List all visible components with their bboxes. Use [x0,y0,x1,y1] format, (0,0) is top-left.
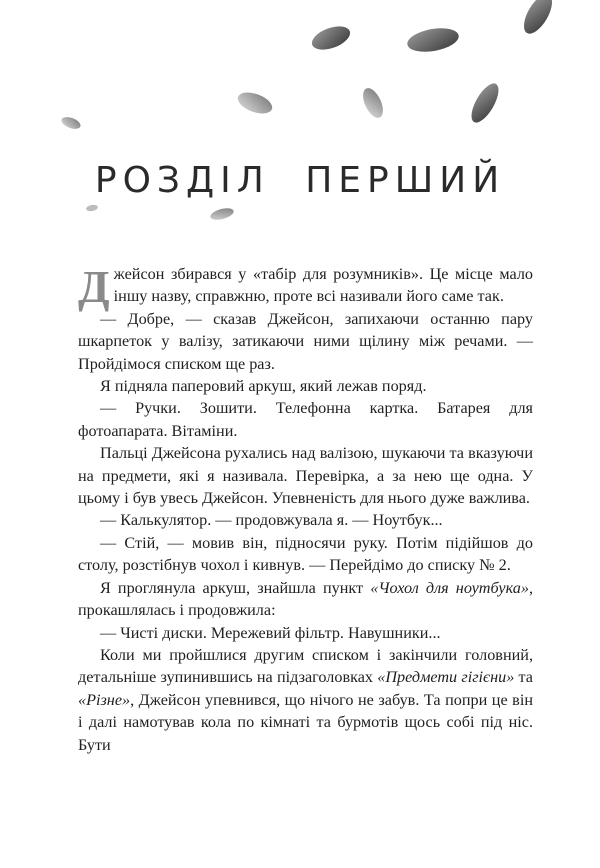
paragraph: — Чисті диски. Мережевий фільтр. Навушники... [100,623,441,642]
petal-icon [86,204,99,212]
paragraph: Я підняла паперовий аркуш, який лежав поряд. [100,377,427,396]
paragraph: — Добре, — сказав Джейсон, запихаючи останню пару шкарпеток у валізу, затикаючи ними щілину між речами. — Пройдімося списком ще раз. [78,309,533,373]
paragraph: Коли ми пройшлися другим списком і закінчили головний, детальніше зупинившись на підзаголовках «Предмети гігієни» та «Різне», Джейсон упевнився, що нічого не забув. Та попри це він і далі намотував кола по кімнаті та бурмотів щось собі під ніс. Бути [78,645,533,754]
paragraph: Пальці Джейсона рухались над валізою, шукаючи та вказуючи на предмети, які я називала. Перевірка, а за нею ще одна. У цьому і був увесь Джейсон. Упевненість для нього дуже важлива. [78,444,533,508]
petal-icon [518,0,557,38]
petal-icon [235,88,275,117]
paragraph: — Стій, — мовив він, підносячи руку. Потім підійшов до столу, розстібнув чохол і кивнув. — Перейдімо до списку № 2. [78,533,533,575]
petal-icon [359,85,387,121]
petal-icon [60,115,82,131]
paragraph: — Ручки. Зошити. Телефонна картка. Батарея для фотоапарата. Вітаміни. [78,399,533,440]
body-text [78,263,533,756]
petal-icon [309,22,353,54]
paragraph: Я проглянула аркуш, знайшла пункт «Чохол для ноутбука», прокашлялась і продовжила: [78,578,533,620]
petal-icon [466,79,504,126]
chapter-title: РОЗДІЛ ПЕРШИЙ [94,160,506,201]
drop-cap: Д [78,261,110,312]
petal-icon [209,206,235,222]
paragraph: — Калькулятор. — продовжувала я. — Ноутбук... [100,511,443,530]
petal-icon [405,25,460,56]
falling-petals-decoration [0,0,600,240]
paragraph: Джейсон збирався у «табір для розумників». Це місце мало іншу назву, справжню, проте всі називали його саме так. [78,261,533,312]
